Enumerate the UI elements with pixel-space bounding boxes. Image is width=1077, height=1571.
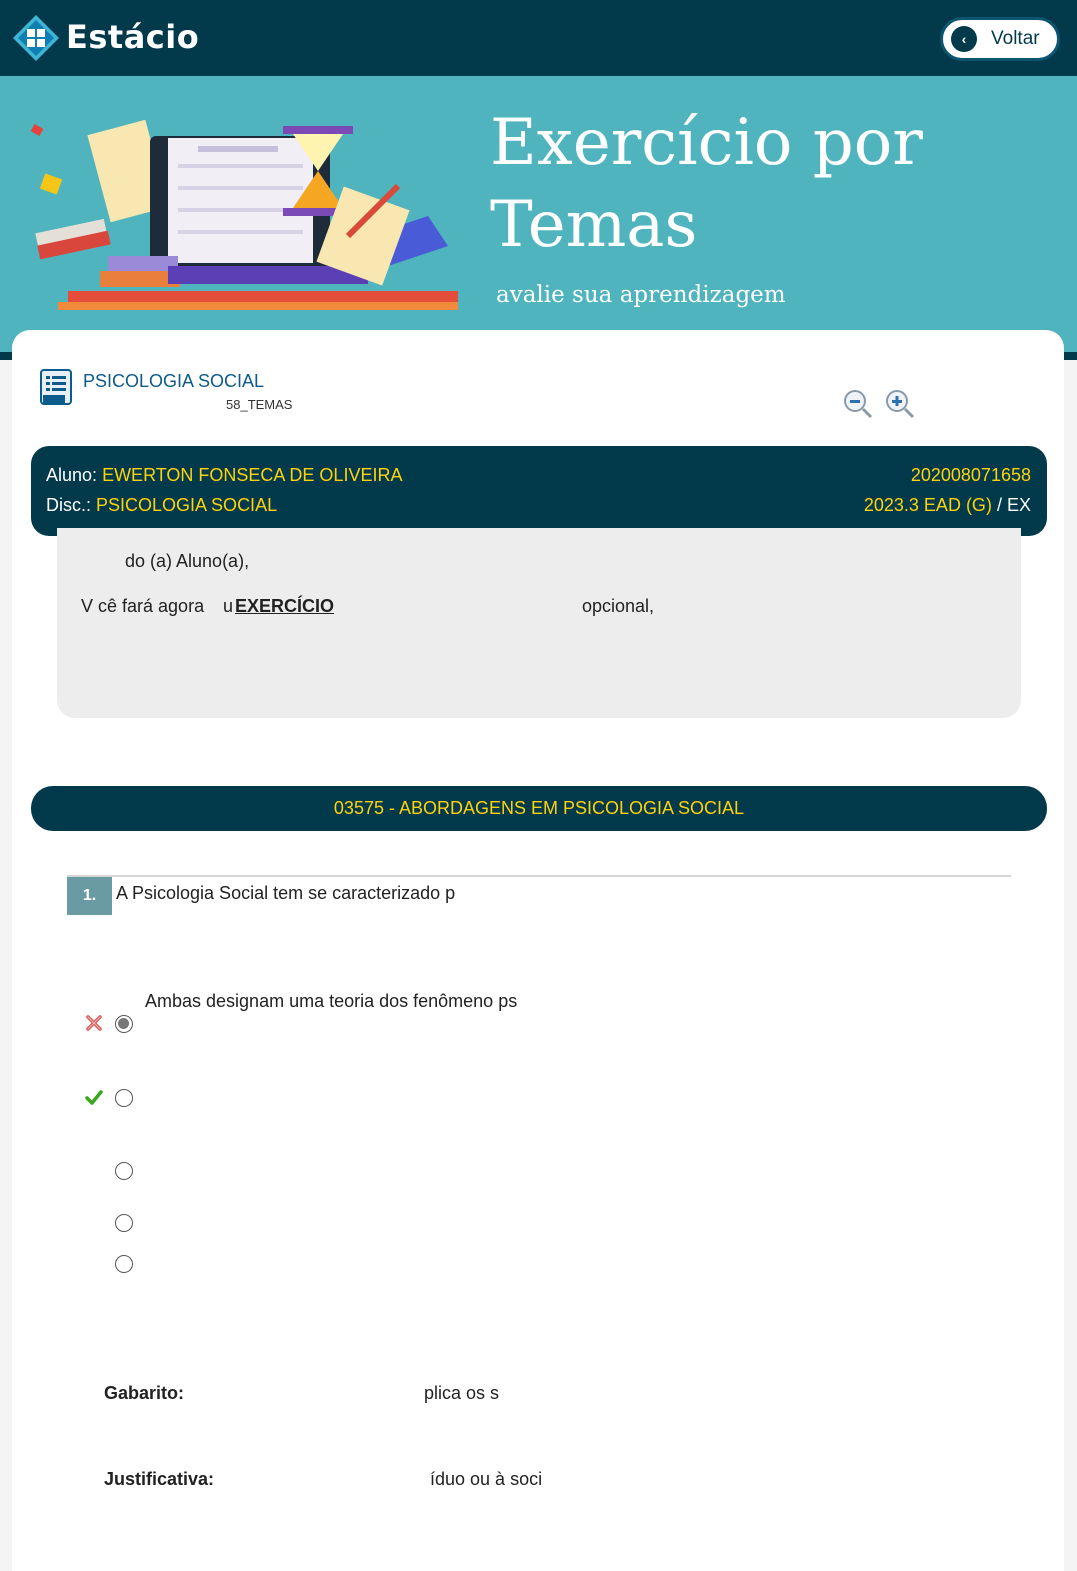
back-button[interactable] [940,17,1060,61]
course-code: 58_TEMAS [226,397,293,412]
question-number: 1. [67,877,112,915]
zoom-in-icon[interactable] [884,388,916,420]
course-title: PSICOLOGIA SOCIAL [83,371,265,391]
theme-label: 03575 - ABORDAGENS EM PSICOLOGIA SOCIAL [333,798,745,818]
intro-text-d: opcional, [582,596,655,616]
option-1-text: Ambas designam uma teoria dos fenômeno ps [145,991,518,1011]
aluno-label: Aluno: [46,465,98,485]
option-5-radio[interactable] [115,1255,133,1273]
option-2-radio[interactable] [115,1089,133,1107]
back-button-label: Voltar [991,28,1040,49]
student-name-row [46,465,402,486]
justificativa-label: Justificativa: [104,1469,215,1489]
option-3-radio[interactable] [115,1162,133,1180]
gabarito-text: plica os s [424,1383,500,1403]
intro-exercise-emphasis: EXERCÍCIO [235,596,335,616]
intro-text-a: V cê fará agora [81,596,205,616]
disc-label: Disc.: [46,495,91,515]
intro-text-b: u [223,596,234,616]
exercise-type: EX [1006,495,1031,515]
justificativa-text: íduo ou à soci [430,1469,543,1489]
hero-banner [0,76,1077,360]
discipline-row [46,495,277,516]
period-separator: / [996,495,1002,515]
top-bar [0,0,1077,76]
banner-subtitle: avalie sua aprendizagem [496,282,786,308]
question-divider [67,875,1011,877]
logo-text: Estácio [66,18,200,56]
banner-title: Exercício por Temas [490,106,923,262]
option-1-radio[interactable] [115,1015,133,1033]
document-list-icon [40,369,74,407]
discipline-name: PSICOLOGIA SOCIAL [96,495,278,515]
chevron-left-icon: ‹ [951,26,977,52]
option-4-radio[interactable] [115,1214,133,1232]
student-registration: 202008071658 [910,465,1031,485]
correct-check-icon [85,1089,103,1107]
intro-box [57,528,1021,718]
question-text: A Psicologia Social tem se caracterizado p [116,883,456,903]
study-illustration-icon [28,116,468,316]
period-row [864,495,1031,516]
theme-bar [31,786,1047,831]
gabarito-label: Gabarito: [104,1383,185,1403]
student-name: EWERTON FONSECA DE OLIVEIRA [102,465,403,485]
wrong-mark-icon [85,1014,103,1032]
zoom-out-icon[interactable] [842,388,874,420]
period: 2023.3 EAD (G) [863,495,992,515]
student-info-panel [31,446,1047,536]
intro-greeting: do (a) Aluno(a), [125,551,250,571]
estacio-logo-icon [12,14,60,62]
